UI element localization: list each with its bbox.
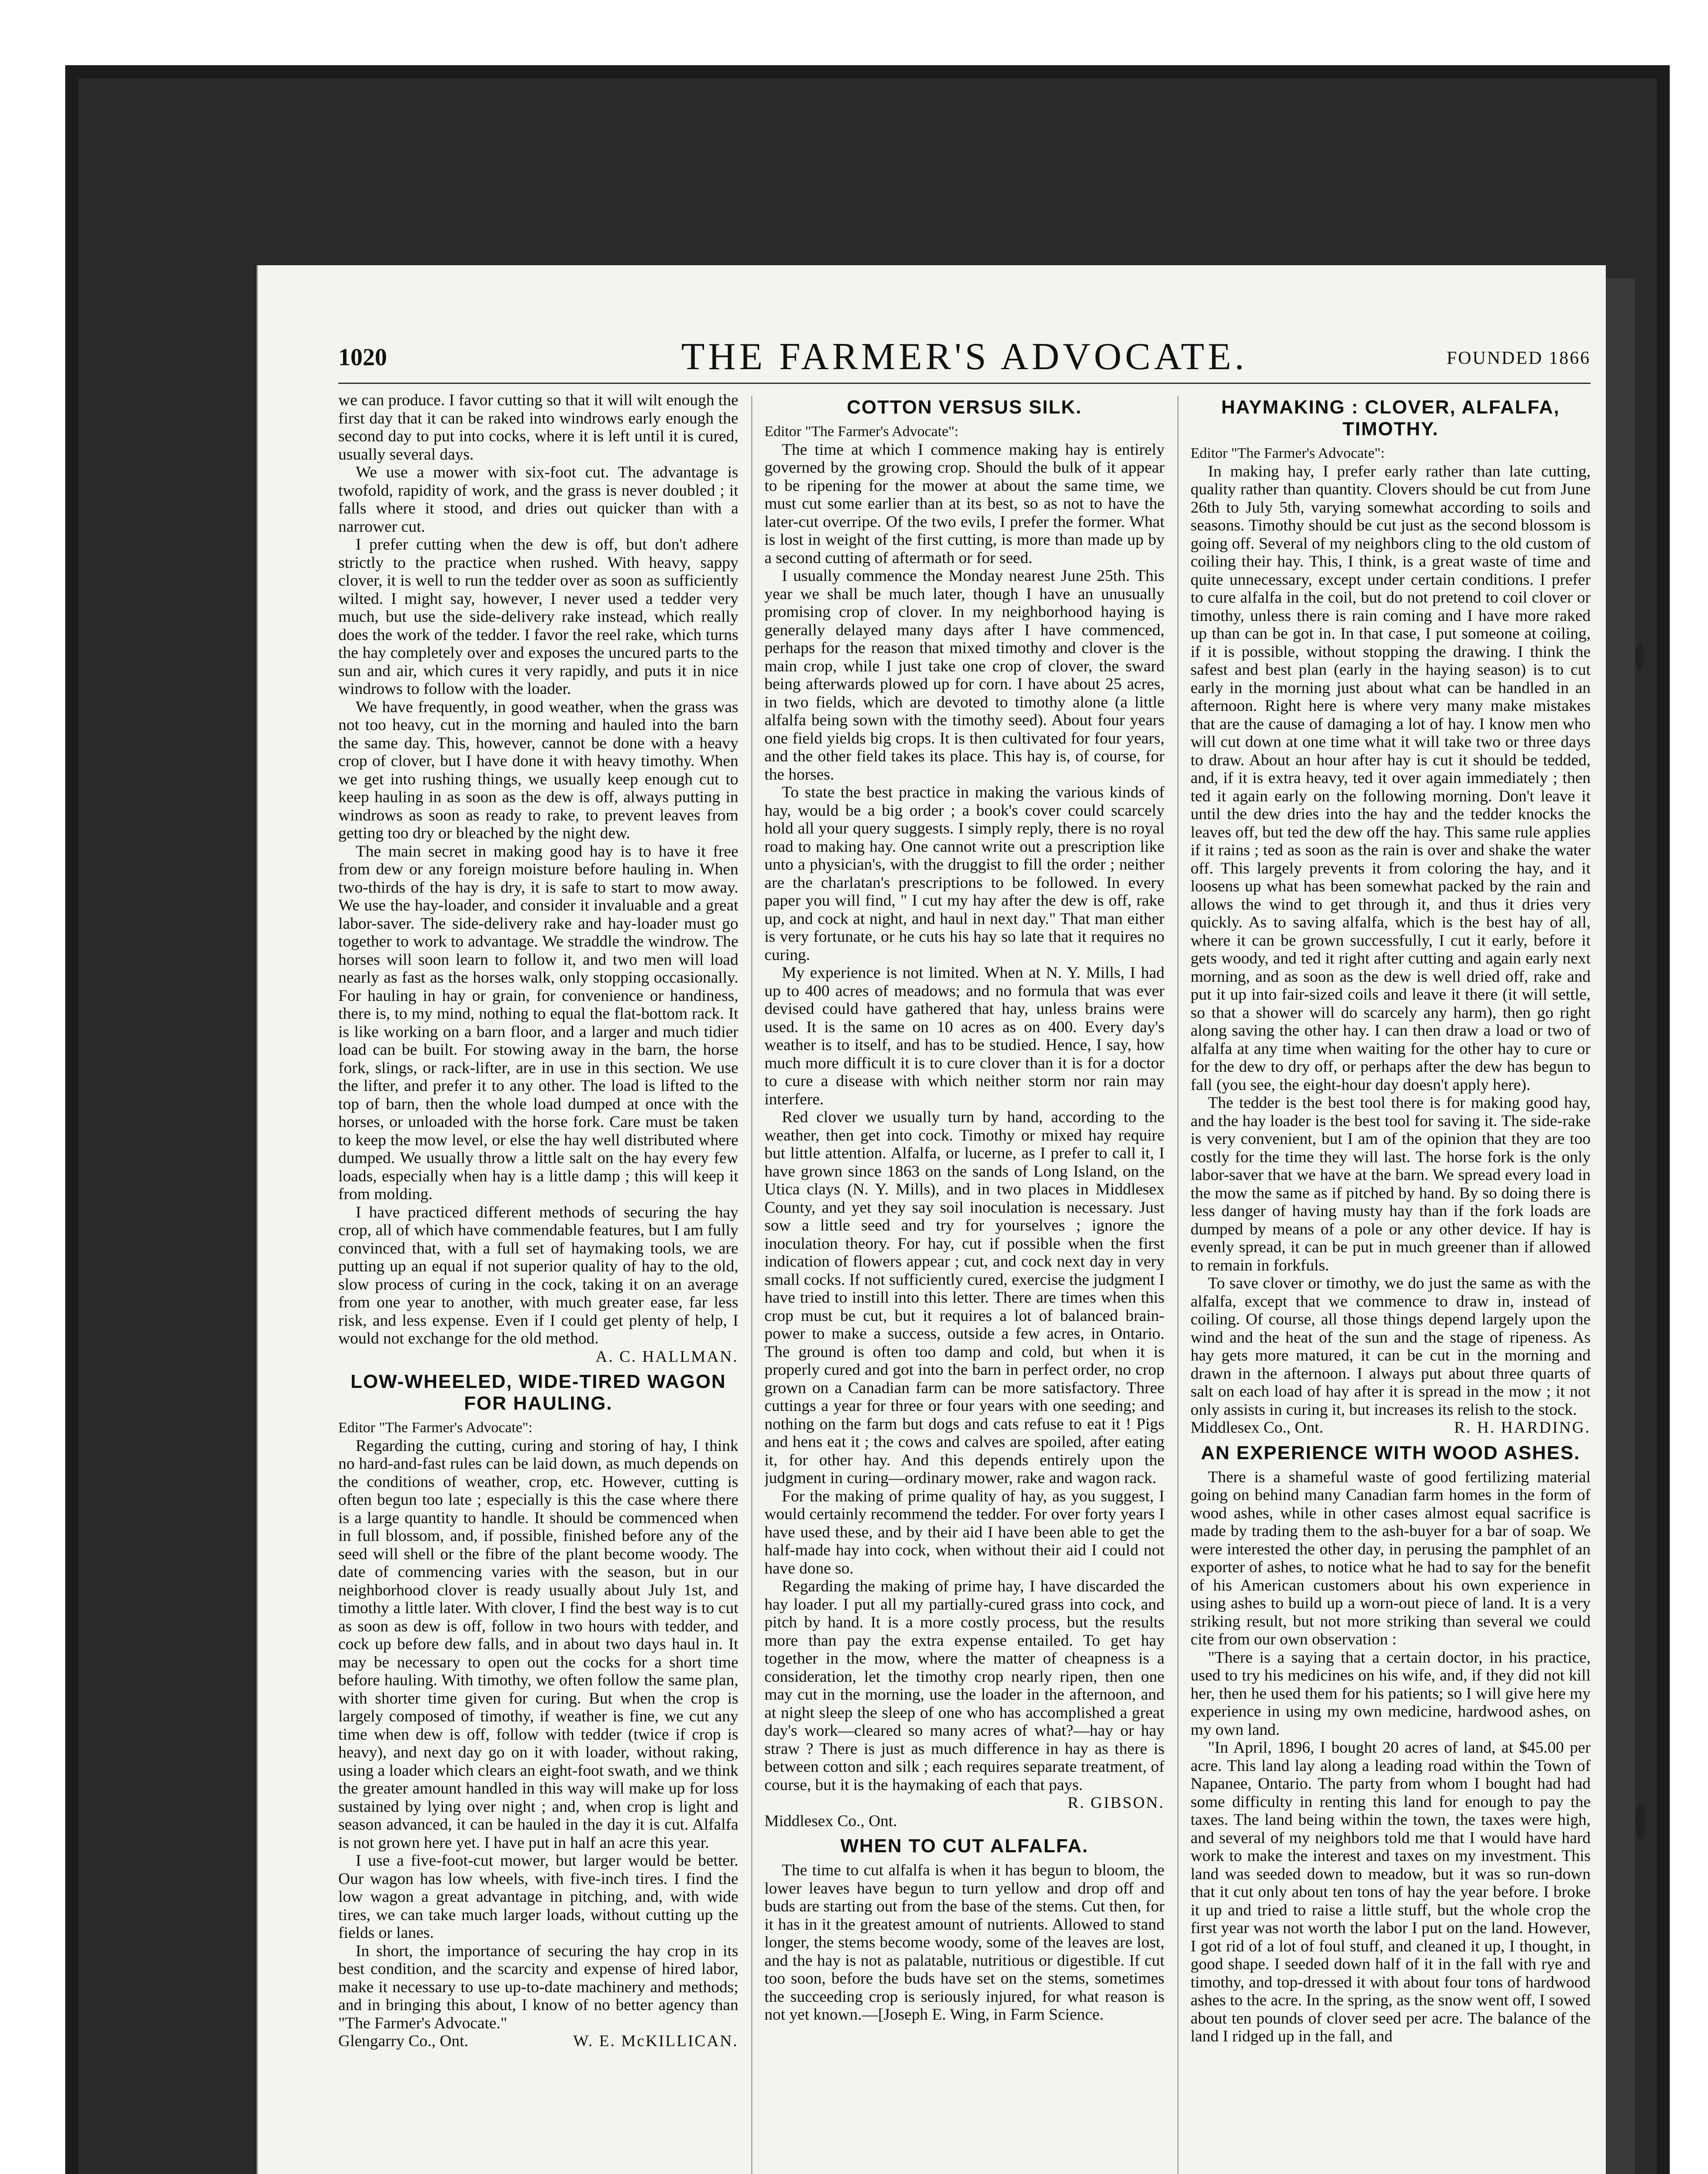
editor-salutation: Editor "The Farmer's Advocate": <box>1191 445 1385 461</box>
author-name: R. GIBSON. <box>1068 1794 1164 1812</box>
article-paragraph: The tedder is the best tool there is for making good hay, and the hay loader is the best tool for saving it. The side-rake is very convenient, but I am of the opinion that they are too costly for the time they will last. The horse fork is the only labor-saver that we have at the barn. We spread every load in the mow the same as if pitched by hand. By so doing there is less danger of having musty hay than if the fork loads are dumped by means of a pole or any other device. If hay is evenly spread, it can be put in much greener than if allowed to remain in forkfuls. <box>1191 1094 1591 1274</box>
author-signoff <box>338 1348 738 1366</box>
editor-salutation: Editor "The Farmer's Advocate": <box>764 423 959 440</box>
article-paragraph: My experience is not limited. When at N. Y. Mills, I had up to 400 acres of meadows; and no formula that was ever devised could have gathered that hay, unless brains were used. It is the same on 10 acres as on 400. Every day's weather is to itself, and has to be studied. Hence, I say, how much more difficult it is to cure clover than it is for a doctor to cure a disease with which neither storm nor rain may interfere. <box>764 964 1164 1108</box>
author-signoff <box>1191 1419 1591 1437</box>
author-place: Middlesex Co., Ont. <box>764 1812 897 1830</box>
author-signoff <box>338 2032 738 2051</box>
article-paragraph: I have practiced different methods of securing the hay crop, all of which have commendable features, but I am fully convinced that, with a full set of haymaking tools, we are putting up an equal if not superior quality of hay to the old, slow process of curing in the cock, taking it on an average from one year to another, with much greater ease, far less risk, and less expense. Even if I could get plenty of help, I would not exchange for the old method. <box>338 1203 738 1347</box>
article-paragraph: Regarding the making of prime hay, I have discarded the hay loader. I put all my partially-cured grass into cock, and pitch by hand. It is a more costly process, but the results more than pay the extra expense entailed. To get hay together in the mow, where the matter of cheapness is a consideration, let the timothy crop nearly ripen, then one may cut in the morning, use the loader in the afternoon, and at night sleep the sleep of one who has accomplished a great day's work—cleared so many acres of what?—hay or hay straw ? There is just as much difference in hay as there is between cotton and silk ; each requires separate treatment, of course, but it is the haymaking of each that pays. <box>764 1577 1164 1794</box>
article-paragraph: we can produce. I favor cutting so that it will wilt enough the first day that it can be raked into windrows early enough the second day to put into cocks, where it is left until it is cured, usually several days. <box>338 391 738 463</box>
article-heading: COTTON VERSUS SILK. <box>847 397 1082 418</box>
article-paragraph: We use a mower with six-foot cut. The advantage is twofold, rapidity of work, and the grass is never doubled ; it falls where it stood, and dries out quicker than with a narrower cut. <box>338 463 738 536</box>
article-paragraph: The time to cut alfalfa is when it has begun to bloom, the lower leaves have begun to turn yellow and drop off and buds are starting out from the base of the stems. Cut then, for it has in it the greatest amount of nutrients. Allowed to stand longer, the stems become woody, some of the leaves are lost, and the hay is not as palatable, nutritious or digestible. If cut too soon, before the buds have set on the stems, sometimes the succeeding crop is seriously injured, for what reason is not yet known.—[Joseph E. Wing, in Farm Science. <box>764 1861 1164 2024</box>
newspaper-page <box>257 265 1606 2174</box>
article-heading: HAYMAKING : CLOVER, ALFALFA, TIMOTHY. <box>1221 397 1560 440</box>
margin-mark <box>1635 644 1645 670</box>
article-paragraph: In short, the importance of securing the hay crop in its best condition, and the scarcity and expense of hired labor, make it necessary to use up-to-date machinery and methods; and in bringing this about, I know of no better agency than "The Farmer's Advocate." <box>338 1942 738 2032</box>
article-paragraph: We have frequently, in good weather, when the grass was not too heavy, cut in the morning and hauled into the barn the same day. This, however, cannot be done with a heavy crop of clover, but I have done it with heavy timothy. When we get into rushing things, we usually keep enough cut to keep hauling in as soon as the dew is off, always putting in windrows as soon as ready to rake, to prevent leaves from getting too dry or bleached by the night dew. <box>338 698 738 842</box>
editor-salutation: Editor "The Farmer's Advocate": <box>338 1420 533 1436</box>
article-paragraph: I prefer cutting when the dew is off, but don't adhere strictly to the practice when rushed. With heavy, sappy clover, it is well to run the tedder over as soon as sufficiently wilted. I might say, however, I never used a tedder very much, but use the side-delivery rake instead, which really does the work of the tedder. I favor the reel rake, which turns the hay completely over and exposes the uncured parts to the sun and air, which cures it very rapidly, and puts it in nice windrows to follow with the loader. <box>338 536 738 698</box>
article-paragraph: To save clover or timothy, we do just the same as with the alfalfa, except that we commence to draw in, instead of coiling. Of course, all those things depend largely upon the wind and the heat of the sun and the stage of ripeness. As hay gets more matured, it can be cut in the morning and drawn in the afternoon. I always put about three quarts of salt on each load of hay after it is spread in the mow ; it not only assists in curing it, but increases its relish to the stock. <box>1191 1274 1591 1419</box>
article-paragraph: Red clover we usually turn by hand, according to the weather, then get into cock. Timothy or mixed hay require but little attention. Alfalfa, or lucerne, as I prefer to call it, I have grown since 1863 on the sands of Long Island, on the Utica clays (N. Y. Mills), and in two places in Middlesex County, and yet they say soil inoculation is necessary. Just sow a little seed and try for yourselves ; ignore the inoculation theory. For hay, cut if possible when the first indication of flowers appear ; cut, and cock next day in very small cocks. If not sufficiently cured, exercise the judgment I have tried to instill into this letter. There are times when this crop must be cut, but it requires a lot of balanced brain-power to make a success, outside a few acres, in Ontario. The ground is often too damp and cold, but when it is properly cured and got into the barn in perfect order, no crop grown on a Canadian farm can be more satisfactory. Three cuttings a year for three or four years with one seeding; and nothing on the farm but dogs and cats refuse to eat it ! Pigs and hens eat it ; the cows and calves are spoiled, after eating it, for other hay. And this depends entirely upon the judgment in curing—ordinary mower, rake and wagon rack. <box>764 1108 1164 1487</box>
author-name: A. C. HALLMAN. <box>595 1347 738 1366</box>
article-paragraph: I usually commence the Monday nearest June 25th. This year we shall be much later, though I have an unusually promising crop of clover. In my neighborhood haying is generally delayed many days after I have commenced, perhaps for the reason that mixed timothy and clover is the main crop, while I just take one crop of clover, the sward being afterwards plowed up for corn. I have about 25 acres, in two fields, which are devoted to timothy alone (a little alfalfa being sown with the timothy seed). About four years one field yields big crops. It is then cultivated for four years, and the other field takes its place. This hay is, of course, for the horses. <box>764 567 1164 784</box>
page-number: 1020 <box>338 344 387 371</box>
margin-mark <box>1635 1804 1646 1839</box>
author-name: W. E. McKILLICAN. <box>573 2032 738 2050</box>
author-name: R. H. HARDING. <box>1454 1419 1591 1437</box>
article-paragraph: In making hay, I prefer early rather than late cutting, quality rather than quantity. Clovers should be cut from June 26th to July 5th, varying somewhat according to soils and seasons. Timothy should be cut just as the second blossom is going off. Several of my neighbors cling to the old custom of coiling their hay. This, I think, is a great waste of time and quite unnecessary, except under certain conditions. I prefer to cure alfalfa in the coil, but do not pretend to coil clover or timothy, unless there is rain coming and I have more raked up than can be got in. In that case, I put someone at coiling, if it is possible, without stopping the drawing. I think the safest and best plan (early in the haying season) is to cut early in the morning just about what can be handled in an afternoon. Right here is where very many make mistakes that are the cause of damaging a lot of hay. I know men who will cut down at one time what it will take two or three days to draw. About an hour after hay is cut it should be tedded, and, if it is extra heavy, ted it over again immediately ; then ted it again early on the following morning. Don't leave it until the dew dries into the hay and the tedder knocks the leaves off, but ted the dew off the hay. This same rule applies if it rains ; ted as soon as the rain is over and shake the water off. This largely prevents it from coloring the hay, and it loosens up what has been somewhat packed by the rain and allows the wind to get through it, and thus it dries very quickly. As to saving alfalfa, which is the best hay of all, where it can be grown successfully, I cut it early, before it gets woody, and ted it right after cutting and again early next morning, and as soon as the dew is well dried off, rake and put it up into fair-sized coils and leave it there (it will settle, so that a shower will do scarcely any harm), then go right along saving the other hay. I can then draw a load or two of alfalfa at any time when waiting for the other hay to cure or for the dew to dry off, or perhaps after the dew has begun to fall (you see, the eight-hour day doesn't apply here). <box>1191 462 1591 1094</box>
article-heading: AN EXPERIENCE WITH WOOD ASHES. <box>1201 1442 1581 1464</box>
header-rule <box>338 383 1591 384</box>
column-right <box>1191 391 1591 2174</box>
article-heading: WHEN TO CUT ALFALFA. <box>840 1835 1089 1857</box>
article-paragraph: There is a shameful waste of good fertilizing material going on behind many Canadian farm homes in the form of wood ashes, while in other cases almost equal sacrifice is made by trading them to the ash-buyer for a bar of soap. We were interested the other day, in perusing the pamphlet of an exporter of ashes, to notice what he had to say for the benefit of his American customers about his own experience in using ashes to build up a worn-out piece of land. It is a very striking result, but not more striking than several we could cite from our own observation : <box>1191 1468 1591 1648</box>
column-middle <box>764 391 1164 2174</box>
facing-page-edge <box>1605 278 1635 2174</box>
article-paragraph: I use a five-foot-cut mower, but larger would be better. Our wagon has low wheels, with five-inch tires. I find the low wagon a great advantage in pitching, and, with wide tires, we can take much larger loads, without cutting up the fields or lanes. <box>338 1852 738 1942</box>
article-paragraph: Regarding the cutting, curing and storing of hay, I think no hard-and-fast rules can be laid down, as much depends on the conditions of weather, crop, etc. However, cutting is often begun too late ; especially is this the case where there is a large quantity to handle. It should be commenced when in full blossom, and, if possible, finished before any of the seed will shell or the fibre of the plant become woody. The date of commencing varies with the season, but in our neighborhood clover is ready usually about July 1st, and timothy a little later. With clover, I find the best way is to cut as soon as dew is off, follow in two hours with tedder, and cock up before dew falls, and in about two days haul in. It may be necessary to open out the cocks for a short time before hauling. With timothy, we often follow the same plan, with shorter time given for curing. But when the crop is largely composed of timothy, if weather is fine, we cut any time when dew is off, follow with tedder (twice if crop is heavy), and next day go on it with loader, without raking, using a loader which clears an eight-foot swath, and we think the greater amount handled in this way will make up for loss sustained by lying over night ; and, when crop is light and season advanced, it can be hauled in the day it is cut. Alfalfa is not grown here yet. I have put in half an acre this year. <box>338 1437 738 1852</box>
masthead-title: THE FARMER'S ADVOCATE. <box>681 336 1248 378</box>
author-signoff <box>764 1794 1164 1812</box>
article-paragraph: The main secret in making good hay is to have it free from dew or any foreign moisture before hauling in. When two-thirds of the hay is dry, it is safe to start to mow away. We use the hay-loader, and consider it invaluable and a great labor-saver. The side-delivery rake and hay-loader must go together to work to advantage. We straddle the windrow. The horses will soon learn to follow it, and two men will load nearly as fast as the horses walk, only stopping occasionally. For hauling in hay or grain, for convenience or handiness, there is, to my mind, nothing to equal the flat-bottom rack. It is like working on a barn floor, and a larger and much tidier load can be built. For stowing away in the barn, the horse fork, slings, or rack-lifter, are in use in this section. We use the lifter, and prefer it to any other. The load is lifted to the top of barn, then the whole load dumped at once with the horses, or unloaded with the horse fork. Care must be taken to keep the mow level, or else the hay well distributed where dumped. We usually throw a little salt on the hay every few loads, especially when hay is a little damp ; this will keep it from molding. <box>338 842 738 1203</box>
article-paragraph: For the making of prime quality of hay, as you suggest, I would certainly recommend the tedder. For over forty years I have used these, and by their aid I have been able to get the half-made hay into cock, when without their aid I could not have done so. <box>764 1487 1164 1577</box>
page-header <box>338 330 1591 378</box>
founded-date: FOUNDED 1866 <box>1446 348 1591 368</box>
article-paragraph: "There is a saying that a certain doctor, in his practice, used to try his medicines on his wife, and, if they did not kill her, then he used them for his patients; so I will give here my experience in using my own medicine, hardwood ashes, on my own land. <box>1191 1648 1591 1739</box>
article-paragraph: The time at which I commence making hay is entirely governed by the growing crop. Should the bulk of it appear to be ripening for the mower at about the same time, we must cut some earlier than at its best, so as not to have the later-cut overripe. Of the two evils, I prefer the former. What is lost in weight of the first cutting, is more than made up by a second cutting of aftermath or for seed. <box>764 440 1164 567</box>
article-paragraph: "In April, 1896, I bought 20 acres of land, at $45.00 per acre. This land lay along a leading road within the Town of Napanee, Ontario. The party from whom I bought had had some difficulty in renting this land for enough to pay the taxes. The land being within the town, the taxes were high, and several of my neighbors told me that I would have hard work to make the interest and taxes on my investment. This land was seeded down to meadow, but it was so run-down that it cut only about ten tons of hay the year before. I broke it up and tried to raise a little stuff, but the whole crop the first year was not worth the labor I put on the land. However, I got rid of a lot of foul stuff, and cleaned it up, I thought, in good shape. I seeded down half of it in the fall with rye and timothy, and top-dressed it with about four tons of hardwood ashes to the acre. In the spring, as the snow went off, I sowed about ten pounds of clover seed per acre. The balance of the land I ridged up in the fall, and <box>1191 1739 1591 2045</box>
article-paragraph: To state the best practice in making the various kinds of hay, would be a big order ; a book's cover could scarcely hold all your query suggests. I simply reply, there is no royal road to making hay. One cannot write out a prescription like unto a physician's, with the druggist to fill the order ; neither are the charlatan's prescriptions to be followed. In every paper you will find, " I cut my hay after the dew is off, rake up, and cock at night, and haul in next day." That man either is very fortunate, or he cuts his hay so late that it requires no curing. <box>764 784 1164 964</box>
author-place: Glengarry Co., Ont. <box>338 2032 468 2050</box>
column-divider <box>751 396 752 2174</box>
author-place: Middlesex Co., Ont. <box>1191 1419 1324 1437</box>
column-left <box>338 391 738 2174</box>
article-heading: LOW-WHEELED, WIDE-TIRED WAGON FOR HAULING. <box>350 1371 726 1414</box>
